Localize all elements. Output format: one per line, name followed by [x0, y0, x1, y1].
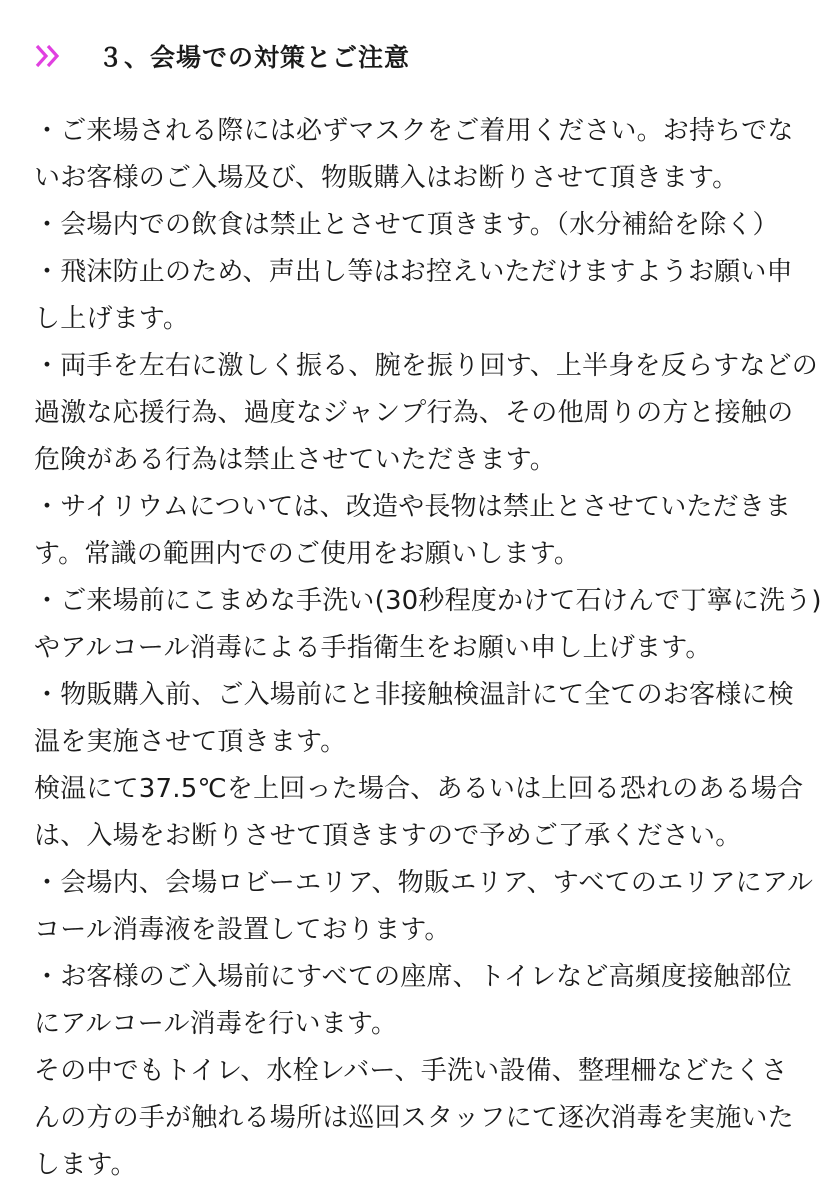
text-line: は、入場をお断りさせて頂きますので予めご了承ください。	[34, 821, 742, 851]
text-line: やアルコール消毒による手指衛生をお願い申し上げます。	[34, 633, 712, 663]
text-line: ・飛沫防止のため、声出し等はお控えいただけますようお願い申	[34, 257, 793, 287]
text-line: その中でもトイレ、水栓レバー、手洗い設備、整理柵などたくさ	[34, 1056, 788, 1086]
text-line: 温を実施させて頂きます。	[34, 727, 347, 757]
text-line: ・ご来場される際には必ずマスクをご着用ください。お持ちでな	[34, 116, 794, 146]
section-heading	[34, 36, 410, 76]
text-line: します。	[34, 1150, 137, 1180]
text-line: ・サイリウムについては、改造や長物は禁止とさせていただきま	[34, 492, 792, 522]
text-line: す。常識の範囲内でのご使用をお願いします。	[34, 539, 581, 569]
text-line: ・物販購入前、ご入場前にと非接触検温計にて全てのお客様に検	[34, 680, 794, 710]
notice-body	[34, 108, 824, 1189]
double-chevron-right-icon	[34, 41, 64, 71]
text-line: し上げます。	[34, 304, 190, 334]
text-line: ・お客様のご入場前にすべての座席、トイレなど高頻度接触部位	[34, 962, 792, 992]
text-line: ・会場内での飲食は禁止とさせて頂きます。（水分補給を除く）	[34, 210, 779, 240]
text-line: んの方の手が触れる場所は巡回スタッフにて逐次消毒を実施いた	[34, 1103, 794, 1133]
section-title: ３、会場での対策とご注意	[98, 43, 411, 72]
text-line: ・ご来場前にこまめな手洗い(30秒程度かけて石けんで丁寧に洗う)	[34, 586, 822, 616]
text-line: ・会場内、会場ロビーエリア、物販エリア、すべてのエリアにアル	[34, 868, 814, 898]
text-line: にアルコール消毒を行います。	[34, 1009, 398, 1039]
text-line: 過激な応援行為、過度なジャンプ行為、その他周りの方と接触の	[34, 398, 794, 428]
text-line: いお客様のご入場及び、物販購入はお断りさせて頂きます。	[34, 163, 739, 193]
text-line: 検温にて37.5℃を上回った場合、あるいは上回る恐れのある場合	[34, 774, 804, 804]
text-line: 危険がある行為は禁止させていただきます。	[34, 445, 556, 475]
text-line: ・両手を左右に激しく振る、腕を振り回す、上半身を反らすなどの	[34, 351, 818, 381]
text-line: コール消毒液を設置しております。	[34, 915, 451, 945]
